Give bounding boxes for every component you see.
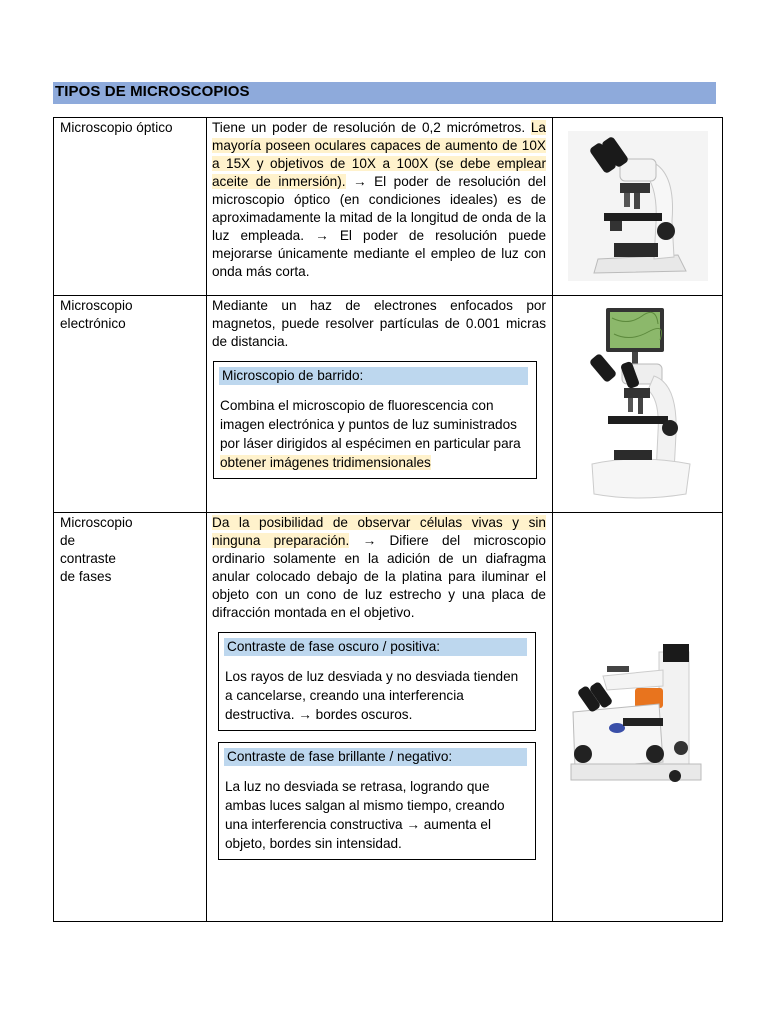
microscope-table bbox=[53, 117, 723, 922]
highlighted-text: La mayoría poseen oculares capaces de aumento de 10X a 15X y objetivos de 10X a 100X (se debe emplear aceite de inmersión). bbox=[212, 120, 546, 189]
microscope-optical-image bbox=[553, 118, 722, 294]
info-box-text: Combina el microscopio de fluorescencia con imagen electrónica y puntos de luz suministrados por láser dirigidos al espécimen en particular para bbox=[220, 398, 521, 451]
info-box-scanning bbox=[213, 361, 537, 479]
row-label-line: electrónico bbox=[60, 316, 126, 331]
info-box-bright-phase bbox=[218, 742, 536, 860]
info-box-text: La luz no desviada se retrasa, logrando que ambas luces salgan al mismo tiempo, creando una interferencia constructiva → aumenta el objeto, bordes sin intensidad. bbox=[225, 779, 505, 851]
info-box-body bbox=[224, 667, 527, 724]
highlighted-text: obtener imágenes tridimensionales bbox=[220, 455, 431, 470]
info-box-heading: Contraste de fase brillante / negativo: bbox=[224, 748, 527, 766]
row-label-line: Microscopio bbox=[60, 515, 133, 530]
row-label bbox=[54, 513, 206, 586]
info-box-heading: Contraste de fase oscuro / positiva: bbox=[224, 638, 527, 656]
highlighted-text: Da la posibilidad de observar células vivas y sin ninguna preparación. bbox=[212, 515, 546, 548]
row-label-line: de bbox=[60, 533, 76, 548]
row-label-line: contraste bbox=[60, 551, 116, 566]
description-text: → El poder de resolución del microscopio óptico (en condiciones ideales) es de aproximadamente la mitad de la longitud de onda de la luz empleada. bbox=[212, 174, 547, 243]
info-box-body bbox=[224, 777, 527, 853]
microscope-electronic-image bbox=[553, 296, 722, 511]
table-row bbox=[54, 513, 723, 922]
description-text: → Difiere del microscopio ordinario solamente en la adición de un diafragma anular colocado debajo de la platina para iluminar el objeto con un cono de luz estrecho y una placa de difracción montada en el objetivo. bbox=[212, 533, 546, 620]
info-box-dark-phase bbox=[218, 632, 536, 731]
row-image-cell bbox=[553, 513, 723, 922]
row-label bbox=[54, 296, 206, 333]
microscope-phase-contrast-image bbox=[553, 513, 722, 920]
info-box-text: Los rayos de luz desviada y no desviada tienden a cancelarse, creando una interferencia destructiva. → bordes oscuros. bbox=[225, 669, 519, 722]
info-box-heading: Microscopio de barrido: bbox=[219, 367, 528, 385]
row-description bbox=[207, 118, 552, 281]
row-description-cell bbox=[207, 513, 553, 922]
page-title: TIPOS DE MICROSCOPIOS bbox=[55, 83, 250, 100]
row-description bbox=[207, 513, 552, 622]
row-label-cell bbox=[54, 513, 207, 922]
table-row bbox=[54, 118, 723, 296]
info-box-body bbox=[219, 396, 528, 472]
row-label-cell bbox=[54, 296, 207, 513]
row-description: Mediante un haz de electrones enfocados por magnetos, puede resolver partículas de 0.001 micras de distancia. bbox=[212, 298, 546, 349]
description-text: → El poder de resolución puede mejorarse únicamente mediante el empleo de luz con onda más corta. bbox=[212, 228, 547, 279]
table-row bbox=[54, 296, 723, 513]
row-image-cell bbox=[553, 118, 723, 296]
row-description-cell bbox=[207, 118, 553, 296]
row-label-line: de fases bbox=[60, 569, 112, 584]
row-image-cell bbox=[553, 296, 723, 513]
row-label-cell bbox=[54, 118, 207, 296]
row-label: Microscopio óptico bbox=[60, 120, 173, 135]
row-label-line: Microscopio bbox=[60, 298, 133, 313]
description-text: Tiene un poder de resolución de 0,2 micrómetros. bbox=[212, 120, 526, 135]
title-bar bbox=[53, 82, 716, 104]
row-description-cell bbox=[207, 296, 553, 513]
